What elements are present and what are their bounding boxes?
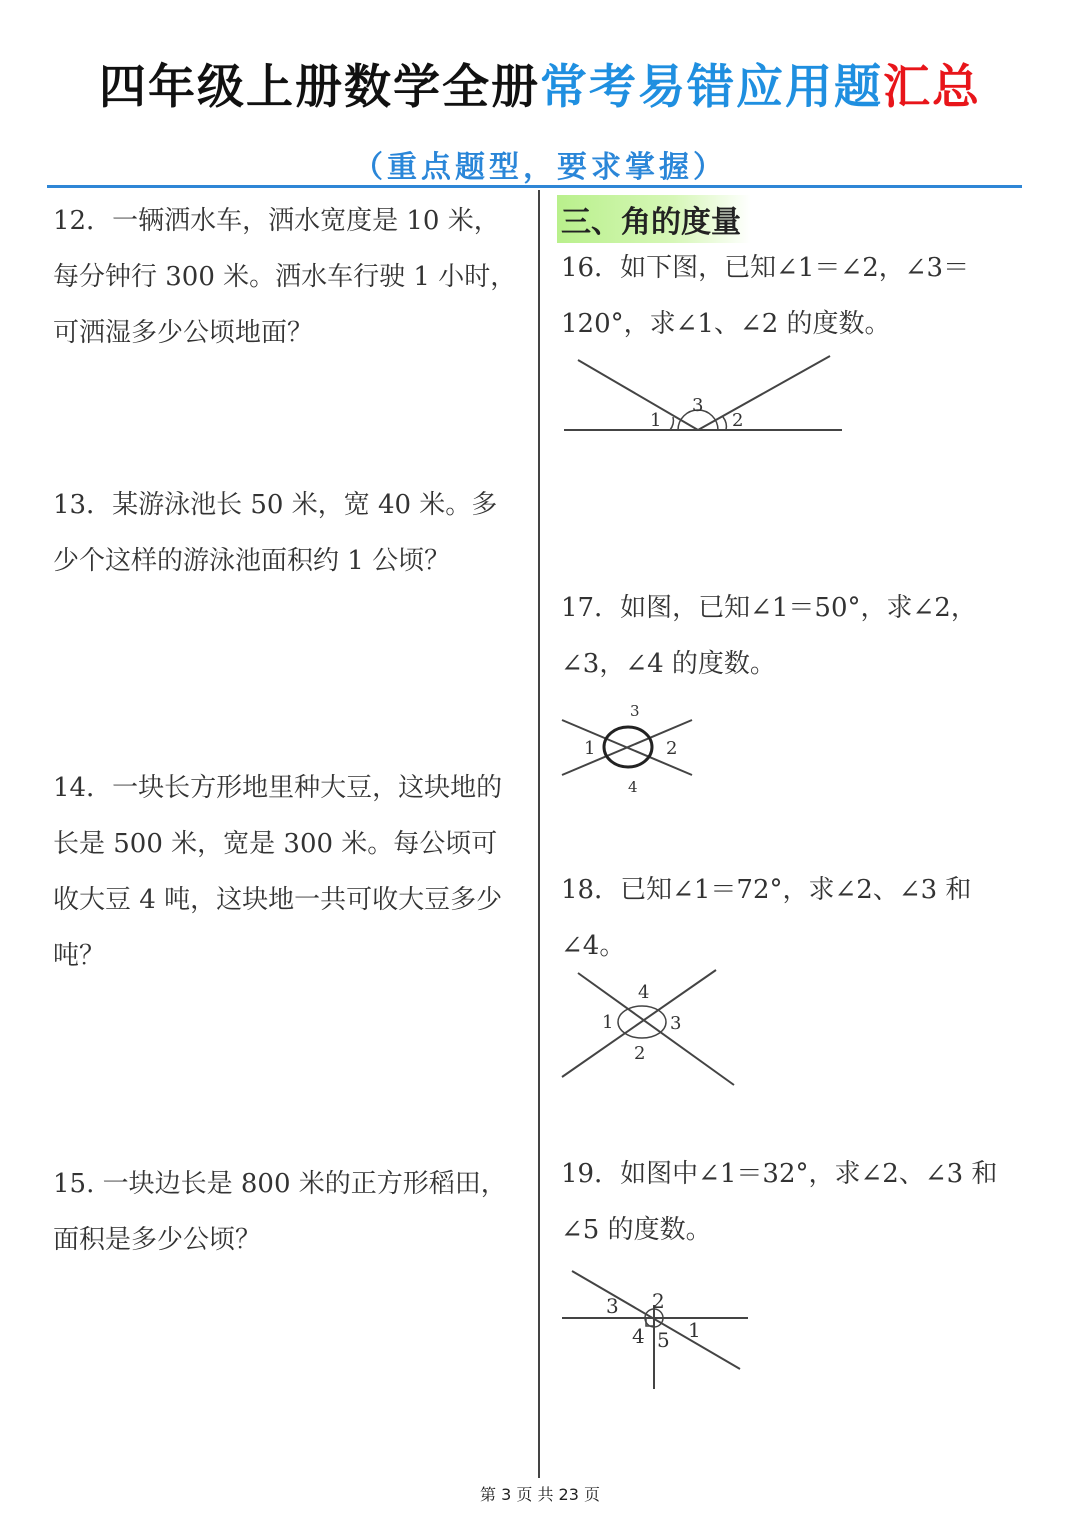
fig17-label-3: 3 [630, 702, 640, 720]
fig18-label-1: 1 [602, 1012, 614, 1033]
fig18-label-3: 3 [670, 1013, 682, 1034]
page-footer: 第 3 页 共 23 页 [480, 1485, 600, 1504]
title-part-3: 汇总 [883, 60, 981, 115]
fig19-label-5: 5 [657, 1328, 670, 1352]
fig17-label-4: 4 [628, 778, 638, 796]
figure-18 [558, 965, 738, 1090]
fig16-label-3: 3 [692, 395, 704, 416]
question-19: 19．如图中∠1＝32°，求∠2、∠3 和∠5 的度数。 [561, 1159, 998, 1245]
fig19-label-2: 2 [652, 1289, 665, 1313]
fig18-label-2: 2 [634, 1043, 646, 1064]
fig18-label-4: 4 [638, 982, 650, 1003]
fig17-label-2: 2 [666, 738, 678, 759]
header-divider [47, 185, 1022, 188]
question-15: 15. 一块边长是 800 米的正方形稻田，面积是多少公顷？ [53, 1169, 507, 1255]
page-subtitle: （重点题型，要求掌握） [353, 150, 727, 185]
question-18: 18．已知∠1＝72°，求∠2、∠3 和∠4。 [561, 875, 972, 961]
question-17: 17．如图，已知∠1＝50°，求∠2，∠3，∠4 的度数。 [561, 593, 977, 679]
column-divider [538, 190, 540, 1478]
page-title [0, 52, 1080, 124]
title-part-2: 常考易错应用题 [540, 60, 883, 115]
fig19-label-3: 3 [606, 1294, 619, 1318]
fig16-label-2: 2 [732, 410, 744, 431]
fig17-label-1: 1 [584, 738, 596, 759]
question-13: 13．某游泳池长 50 米，宽 40 米。多少个这样的游泳池面积约 1 公顷？ [53, 490, 498, 576]
fig16-label-1: 1 [650, 410, 662, 431]
figure-17 [558, 700, 698, 800]
fig19-label-4: 4 [632, 1324, 645, 1348]
fig19-label-1: 1 [688, 1318, 701, 1342]
section-title-angle-measure: 三、角的度量 [557, 195, 751, 243]
figure-19 [558, 1265, 758, 1395]
figure-16 [560, 350, 850, 440]
question-12: 12．一辆洒水车，洒水宽度是 10 米，每分钟行 300 米。洒水车行驶 1 小时，可洒湿多少公顷地面？ [53, 206, 517, 348]
question-16: 16．如下图，已知∠1＝∠2，∠3＝120°，求∠1、∠2 的度数。 [561, 253, 970, 339]
question-14: 14．一块长方形地里种大豆，这块地的长是 500 米，宽是 300 米。每公顷可收大豆 4 吨，这块地一共可收大豆多少吨？ [53, 773, 503, 971]
title-part-1: 四年级上册数学全册 [99, 60, 540, 115]
